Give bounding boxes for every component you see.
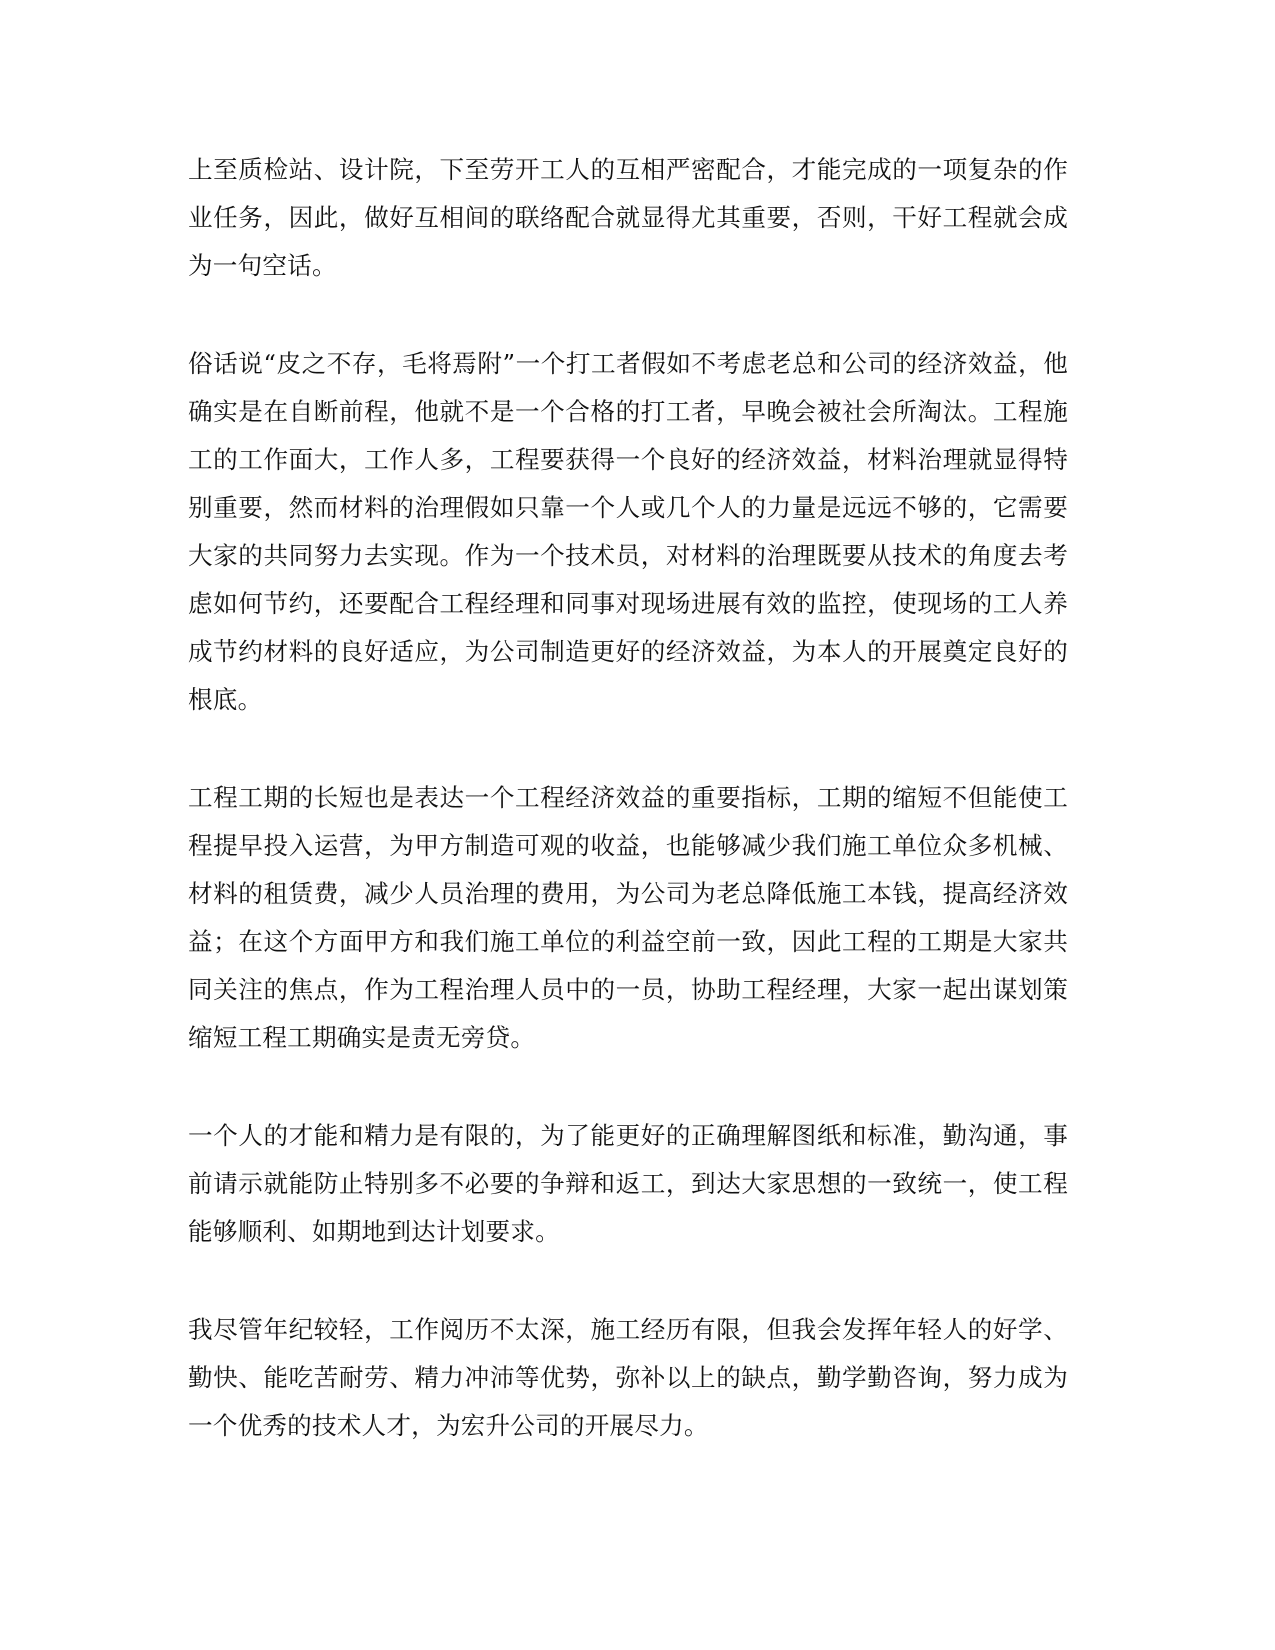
paragraph-construction-period: 工程工期的长短也是表达一个工程经济效益的重要指标，工期的缩短不但能使工程提早投入运营，为甲方制造可观的收益，也能够减少我们施工单位众多机械、材料的租赁费，减少人员治理的费用，为公司为老总降低施工本钱，提高经济效益；在这个方面甲方和我们施工单位的利益空前一致，因此工程的工期是大家共同关注的焦点，作为工程治理人员中的一员，协助工程经理，大家一起出谋划策缩短工程工期确实是责无旁贷。	[188, 783, 1068, 1052]
paragraph-communication: 一个人的才能和精力是有限的，为了能更好的正确理解图纸和标准，勤沟通，事前请示就能防止特别多不必要的争辩和返工，到达大家思想的一致统一，使工程能够顺利、如期地到达计划要求。	[188, 1121, 1068, 1246]
document-body	[188, 146, 1068, 1500]
paragraph-material-management: 俗话说“皮之不存，毛将焉附”一个打工者假如不考虑老总和公司的经济效益，他确实是在自断前程，他就不是一个合格的打工者，早晚会被社会所淘汰。工程施工的工作面大，工作人多，工程要获得一个良好的经济效益，材料治理就显得特别重要，然而材料的治理假如只靠一个人或几个人的力量是远远不够的，它需要大家的共同努力去实现。作为一个技术员，对材料的治理既要从技术的角度去考虑如何节约，还要配合工程经理和同事对现场进展有效的监控，使现场的工人养成节约材料的良好适应，为公司制造更好的经济效益，为本人的开展奠定良好的根底。	[188, 349, 1068, 714]
paragraph-coordination: 上至质检站、设计院，下至劳开工人的互相严密配合，才能完成的一项复杂的作业任务，因此，做好互相间的联络配合就显得尤其重要，否则，干好工程就会成为一句空话。	[188, 155, 1068, 280]
paragraph-personal-commitment: 我尽管年纪较轻，工作阅历不太深，施工经历有限，但我会发挥年轻人的好学、勤快、能吃苦耐劳、精力冲沛等优势，弥补以上的缺点，勤学勤咨询，努力成为一个优秀的技术人才，为宏升公司的开展尽力。	[188, 1315, 1068, 1440]
